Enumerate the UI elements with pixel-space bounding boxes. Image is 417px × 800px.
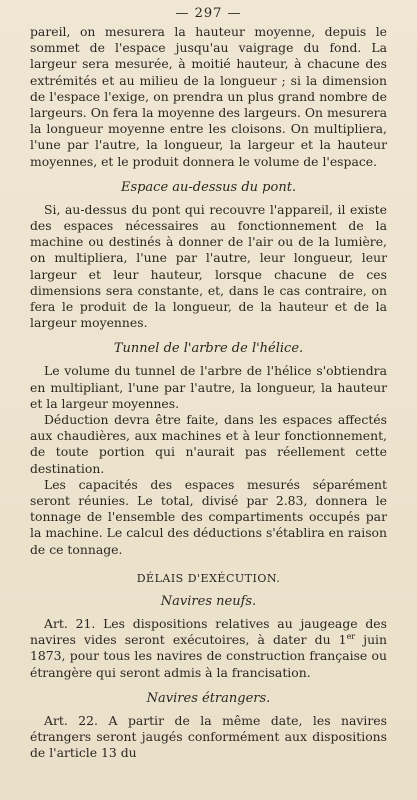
article-21-text-start: Art. 21. Les dispositions relatives au jaugeage des navires vides seront exécutoires, à dater du 1 [30, 615, 387, 648]
article-21 [30, 616, 387, 681]
tunnel-paragraph-1: Le volume du tunnel de l'arbre de l'hélice s'obtiendra en multipliant, l'une par l'autre, la longueur, la hauteur et la largeur moyennes. [30, 363, 387, 411]
espace-paragraph: Si, au-dessus du pont qui recouvre l'appareil, il existe des espaces nécessaires au fonctionnement de la machine ou destinés à donner de l'air ou de la lumière, on multipliera, l'une par l'autre, leur longueur, leur largeur et leur hauteur, lorsque chacune de ces dimensions sera constante, et, dans le cas contraire, on fera le produit de la longueur, de la hauteur et de la largeur moyennes. [30, 201, 387, 331]
heading-tunnel-arbre-helice: Tunnel de l'arbre de l'hélice. [113, 341, 304, 357]
tunnel-paragraph-3: Les capacités des espaces mesurés séparément seront réunies. Le total, divisé par 2.83, donnera le tonnage de l'ensemble des compartiments occupés par la machine. Le calcul des déductions s'établira en raison de ce tonnage. [30, 476, 387, 557]
heading-espace-au-dessus-du-pont: Espace au-dessus du pont. [120, 179, 297, 195]
article-22: Art. 22. A partir de la même date, les navires étrangers seront jaugés conformément aux dispositions de l'article 13 du [30, 712, 387, 761]
page-number: — 297 — [175, 6, 242, 21]
article-21-superscript: er [346, 631, 356, 641]
tunnel-paragraph-2: Déduction devra être faite, dans les espaces affectés aux chaudières, aux machines et à leur fonctionnement, de toute portion qui n'aurait pas réellement cette destination. [30, 412, 387, 476]
heading-delais-execution: DÉLAIS D'EXÉCUTION. [136, 571, 281, 585]
article-21-text-end: juin 1873, pour tous les navires de construction française ou étrangère qui seront admis à la francisation. [30, 632, 387, 680]
heading-navires-neufs: Navires neufs. [160, 593, 257, 609]
heading-navires-etrangers: Navires étrangers. [146, 690, 271, 706]
intro-paragraph: pareil, on mesurera la hauteur moyenne, depuis le sommet de l'espace jusqu'au vaigrage du fond. La largeur sera mesurée, à moitié hauteur, à chacune des extrémités et au milieu de la longueur ; si la dimension de l'espace l'exige, on prendra un plus grand nombre de largeurs. On fera la moyenne des largeurs. On mesurera la longueur moyenne entre les cloisons. On multipliera, l'une par l'autre, la longueur, la largeur et la hauteur moyennes, et le produit donnera le volume de l'espace. [30, 24, 387, 169]
